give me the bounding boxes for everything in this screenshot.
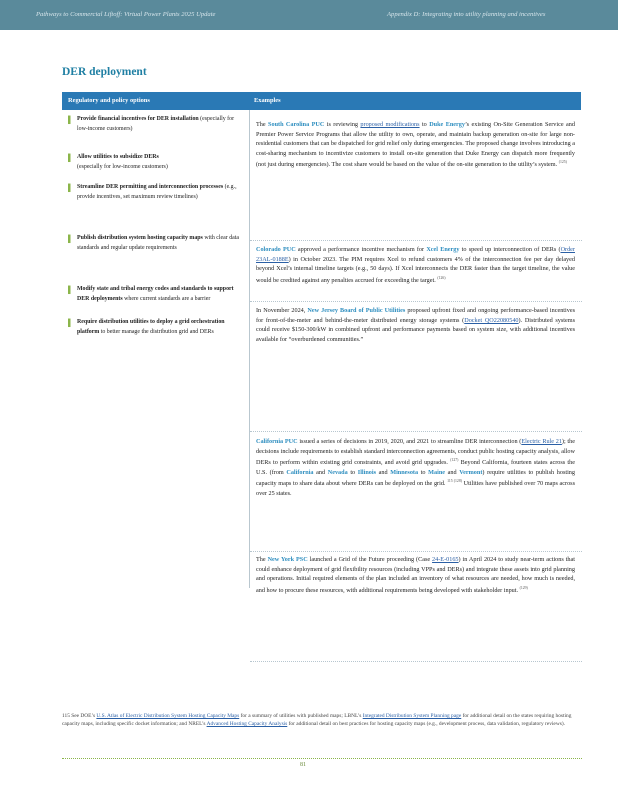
option-item [68, 183, 244, 202]
option-bold: Allow utilities to subsidize DERs [77, 154, 159, 160]
entity-south-carolina-puc: South Carolina PUC [268, 121, 325, 128]
option-normal: (especially for low-income customers) [77, 163, 168, 170]
footer-divider [62, 758, 582, 759]
entity-california-puc: California PUC [256, 438, 298, 445]
bullet-bar-icon: ▌ [68, 286, 73, 294]
link-order-23al-0188e[interactable]: Order 23AL-0188E [256, 246, 575, 263]
header-right-text: Appendix D: Integrating into utility planning and incentives [387, 11, 546, 18]
link-lbnl-planning[interactable]: Integrated Distribution System Planning page [362, 713, 462, 719]
entity-illinois: Illinois [357, 468, 377, 476]
example-new-york: The New York PSC launched a Grid of the Future proceeding (Case 24-E-0165) in April 2024 to study near-term actions that could enhance deployment of grid flexibility resources (including VPPs and DERs) and integrate these assets into grid planning and operations. Initial required elements of the plan included an inventory of what resources are needed, how much is needed, and how to procure these resources, with additional requirements being developed with stakeholder input. $^{(129)}$ [250, 551, 582, 662]
example-south-carolina: The South Carolina PUC is reviewing proposed modifications to Duke Energy’s existing On-Site Generation Service and Premier Power Service Programs that allow the utility to own, operate, and maintain backup generation on-site for large non-residential customers that can be dispatched for grid relief only during emergencies. The proposed change involves introducing a cost-sharing mechanism to incentivize customers to install on-site generation that Duke Energy can dispatch more frequently (not just during emergencies). The cost share would be based on the value of the on-site generation to the utility’s system. $^{(125)}$ [250, 110, 582, 241]
entity-vermont: Vermont [459, 468, 483, 476]
page-number: 81 [300, 762, 306, 768]
link-docket-qo22080540[interactable]: Docket QO22080540 [464, 316, 519, 324]
entity-new-jersey-bpu: New Jersey Board of Public Utilities [307, 307, 406, 314]
link-electric-rule-21[interactable]: Electric Rule 21 [521, 438, 562, 445]
header-bar [0, 0, 618, 30]
option-bold: Modify state and tribal energy codes and standards to support DER deployments [77, 286, 234, 302]
option-normal: (e.g., provide incentives, set maximum review timelines) [77, 184, 237, 200]
example-colorado: Colorado PUC approved a performance incentive mechanism for Xcel Energy to speed up interconnection of DERs (Order 23AL-0188E) in October 2023. The PIM requires Xcel to refund customers 4% of the interconnection fee per day delayed beyond Xcel’s internal timeline targets (e.g., 50 days). If Xcel interconnects the DER faster than the target timeline, the value would be credited against any penalties accrued for exceeding the target. $^{(126)}$ [250, 240, 582, 302]
entity-maine: Maine [428, 468, 446, 476]
ref-127: (127) [450, 458, 459, 463]
option-normal: with clear data standards and regular update requirements [77, 235, 240, 251]
footnote-115: 115 See DOE’s U.S. Atlas of Electric Distribution System Hosting Capacity Maps for a summary of utilities with published maps; LBNL’s Integrated Distribution System Planning page for additional detail on the states requiring hosting capacity maps, including specific docket information; and NREL’s Advanced Hosting Capacity Analysis for additional detail on best practices for hosting capacity maps (e.g., development process, data validation, regulatory reviews). [62, 713, 572, 728]
option-item [68, 234, 244, 253]
ref-125: (125) [558, 160, 567, 165]
entity-xcel-energy: Xcel Energy [426, 246, 460, 253]
examples-column [249, 110, 582, 594]
section-title: DER deployment [62, 66, 147, 78]
bullet-bar-icon: ▌ [68, 116, 73, 124]
option-bold: Publish distribution system hosting capacity maps [77, 235, 203, 241]
option-bold: Streamline DER permitting and interconnection processes [77, 184, 224, 190]
bullet-bar-icon: ▌ [68, 154, 73, 162]
entity-duke-energy: Duke Energy [429, 121, 465, 128]
col-header-examples: Examples [254, 97, 281, 104]
option-item [68, 115, 244, 134]
entity-minnesota: Minnesota [390, 468, 419, 476]
option-bold: Require distribution utilities to deploy a grid orchestration platform [77, 319, 225, 335]
option-normal: to better manage the distribution grid and DERs [100, 328, 214, 335]
option-normal: (especially for low-income customers) [77, 116, 235, 132]
table-header [62, 92, 581, 110]
ref-129: (129) [519, 585, 528, 590]
ref-128: 115 (128) [447, 479, 462, 484]
options-column [62, 110, 249, 588]
link-hosting-capacity-atlas[interactable]: U.S. Atlas of Electric Distribution System Hosting Capacity Maps [96, 713, 240, 719]
link-proposed-modifications[interactable]: proposed modifications [360, 121, 420, 128]
option-item [68, 318, 244, 337]
ref-126: (126) [437, 275, 446, 280]
option-normal: where current standards are a barrier [124, 295, 211, 302]
der-deployment-table [62, 92, 581, 594]
example-new-jersey: In November 2024, New Jersey Board of Public Utilities proposed upfront fixed and ongoing performance-based incentives for front-of-the-meter and behind-the-meter distributed energy storage systems (Docket QO22080540). Distributed systems could receive $150-300/kW in combined upfront and performance payments based on system size, with additional incentives available for “overburdened communities.” [250, 301, 582, 432]
entity-california: California [286, 468, 314, 476]
example-california: California PUC issued a series of decisions in 2019, 2020, and 2021 to streamline DER interconnection (Electric Rule 21); the decisions include requirements to establish standard interconnection agreements, conduct public hosting capacity analysis, allow DERs to perform within existing grid constraints, and avoid grid upgrades. $^{(127)}$ Beyond California, fourteen states across the U.S. (from California and Nevada to Illinois and Minnesota to Maine and Vermont) require utilities to publish hosting capacity maps to share data about where DERs can be deployed on the grid. $^{115 (128)}$ Utilities have published over 70 maps across over 25 states. [250, 431, 582, 552]
bullet-bar-icon: ▌ [68, 319, 73, 327]
entity-colorado-puc: Colorado PUC [256, 246, 296, 253]
entity-new-york-psc: New York PSC [267, 556, 308, 563]
bullet-bar-icon: ▌ [68, 184, 73, 192]
option-bold: Provide financial incentives for DER installation [77, 116, 199, 122]
link-case-24-e-0165[interactable]: 24-E-0165 [432, 556, 459, 563]
option-item [68, 153, 244, 172]
option-item [68, 285, 244, 304]
link-nrel-hosting-analysis[interactable]: Advanced Hosting Capacity Analysis [206, 721, 288, 728]
header-left-text: Pathways to Commercial Liftoff: Virtual Power Plants 2025 Update [36, 11, 216, 18]
col-header-options: Regulatory and policy options [68, 97, 150, 104]
entity-nevada: Nevada [327, 468, 348, 476]
bullet-bar-icon: ▌ [68, 235, 73, 243]
